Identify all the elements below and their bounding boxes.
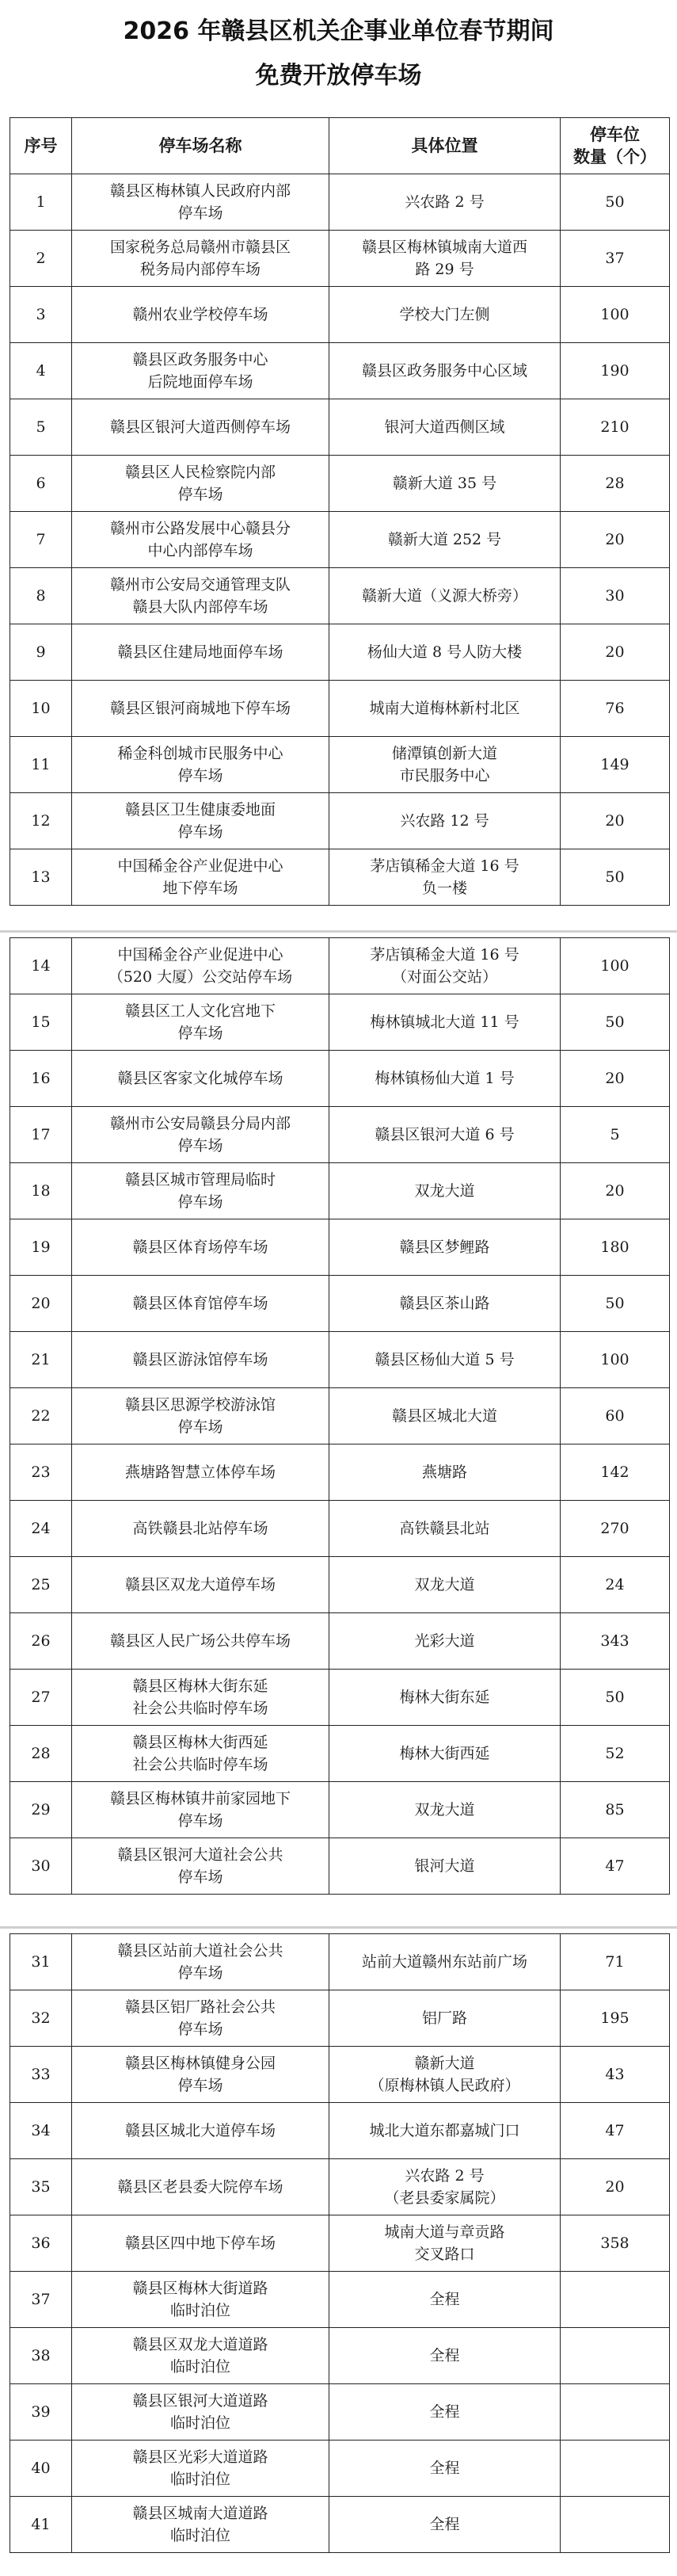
- parking-location: 全程: [329, 2497, 561, 2553]
- row-number: 39: [10, 2384, 72, 2441]
- parking-spaces: 149: [561, 737, 670, 793]
- parking-name: 中国稀金谷产业促进中心 （520 大厦）公交站停车场: [72, 938, 329, 994]
- table-row: [10, 1990, 670, 2047]
- parking-location: 高铁赣县北站: [329, 1501, 561, 1557]
- parking-location: 梅林大街东延: [329, 1670, 561, 1726]
- row-number: 5: [10, 399, 72, 456]
- parking-location: 兴农路 2 号: [329, 174, 561, 231]
- row-number: 4: [10, 343, 72, 399]
- header-no: 序号: [10, 118, 72, 174]
- parking-name: 赣县区铝厂路社会公共 停车场: [72, 1990, 329, 2047]
- row-number: 21: [10, 1332, 72, 1388]
- parking-location: 全程: [329, 2272, 561, 2328]
- table-row: [10, 938, 670, 994]
- table-row: [10, 2159, 670, 2215]
- parking-name: 赣县区客家文化城停车场: [72, 1051, 329, 1107]
- parking-spaces: 20: [561, 1051, 670, 1107]
- parking-location: 赣县区城北大道: [329, 1388, 561, 1444]
- parking-location: 茅店镇稀金大道 16 号 （对面公交站）: [329, 938, 561, 994]
- table-row: [10, 624, 670, 681]
- table-row: [10, 793, 670, 849]
- parking-name: 赣县区老县委大院停车场: [72, 2159, 329, 2215]
- parking-name: 赣县区银河商城地下停车场: [72, 681, 329, 737]
- parking-name: 赣县区城南大道道路 临时泊位: [72, 2497, 329, 2553]
- parking-spaces: 20: [561, 793, 670, 849]
- parking-name: 赣县区城北大道停车场: [72, 2103, 329, 2159]
- parking-spaces: 142: [561, 1444, 670, 1501]
- parking-spaces: 43: [561, 2047, 670, 2103]
- parking-spaces: [561, 2497, 670, 2553]
- row-number: 3: [10, 287, 72, 343]
- parking-spaces: 100: [561, 938, 670, 994]
- table-row: [10, 1051, 670, 1107]
- parking-location: 双龙大道: [329, 1557, 561, 1613]
- parking-name: 赣县区梅林镇人民政府内部 停车场: [72, 174, 329, 231]
- parking-spaces: 180: [561, 1219, 670, 1276]
- table-row: [10, 2272, 670, 2328]
- parking-spaces: 195: [561, 1990, 670, 2047]
- page-title: 2026 年赣县区机关企事业单位春节期间: [123, 17, 554, 45]
- parking-spaces: 71: [561, 1934, 670, 1990]
- row-number: 20: [10, 1276, 72, 1332]
- table-row: [10, 2328, 670, 2384]
- parking-name: 中国稀金谷产业促进中心 地下停车场: [72, 849, 329, 906]
- parking-table-page-3: [10, 1933, 670, 2553]
- parking-spaces: 5: [561, 1107, 670, 1163]
- parking-location: 光彩大道: [329, 1613, 561, 1670]
- parking-location: 城北大道东都嘉城门口: [329, 2103, 561, 2159]
- parking-location: 赣县区银河大道 6 号: [329, 1107, 561, 1163]
- row-number: 26: [10, 1613, 72, 1670]
- table-row: [10, 1332, 670, 1388]
- parking-spaces: [561, 2328, 670, 2384]
- parking-spaces: 37: [561, 231, 670, 287]
- parking-name: 赣州市公路发展中心赣县分 中心内部停车场: [72, 512, 329, 568]
- parking-name: 赣县区城市管理局临时 停车场: [72, 1163, 329, 1219]
- row-number: 36: [10, 2215, 72, 2272]
- row-number: 27: [10, 1670, 72, 1726]
- row-number: 14: [10, 938, 72, 994]
- page-subtitle: 免费开放停车场: [255, 62, 422, 90]
- row-number: 17: [10, 1107, 72, 1163]
- row-number: 41: [10, 2497, 72, 2553]
- parking-name: 赣县区银河大道西侧停车场: [72, 399, 329, 456]
- parking-name: 赣州市公安局交通管理支队 赣县大队内部停车场: [72, 568, 329, 624]
- parking-location: 梅林镇杨仙大道 1 号: [329, 1051, 561, 1107]
- parking-location: 梅林大街西延: [329, 1726, 561, 1782]
- parking-location: 铝厂路: [329, 1990, 561, 2047]
- row-number: 33: [10, 2047, 72, 2103]
- parking-spaces: [561, 2384, 670, 2441]
- parking-location: 全程: [329, 2384, 561, 2441]
- parking-location: 赣新大道（义源大桥旁）: [329, 568, 561, 624]
- parking-name: 赣县区梅林镇健身公园 停车场: [72, 2047, 329, 2103]
- row-number: 32: [10, 1990, 72, 2047]
- parking-name: 稀金科创城市民服务中心 停车场: [72, 737, 329, 793]
- parking-name: 赣县区四中地下停车场: [72, 2215, 329, 2272]
- parking-spaces: 30: [561, 568, 670, 624]
- table-row: [10, 231, 670, 287]
- page-divider: [0, 930, 677, 933]
- parking-name: 赣县区双龙大道停车场: [72, 1557, 329, 1613]
- parking-name: 赣县区梅林大街西延 社会公共临时停车场: [72, 1726, 329, 1782]
- parking-name: 赣县区思源学校游泳馆 停车场: [72, 1388, 329, 1444]
- header-name: 停车场名称: [72, 118, 329, 174]
- parking-location: 银河大道: [329, 1838, 561, 1895]
- parking-spaces: [561, 2272, 670, 2328]
- parking-name: 赣县区站前大道社会公共 停车场: [72, 1934, 329, 1990]
- parking-location: 赣县区杨仙大道 5 号: [329, 1332, 561, 1388]
- table-row: [10, 568, 670, 624]
- parking-location: 杨仙大道 8 号人防大楼: [329, 624, 561, 681]
- row-number: 11: [10, 737, 72, 793]
- parking-location: 全程: [329, 2441, 561, 2497]
- parking-location: 双龙大道: [329, 1782, 561, 1838]
- parking-name: 赣县区双龙大道道路 临时泊位: [72, 2328, 329, 2384]
- row-number: 35: [10, 2159, 72, 2215]
- row-number: 18: [10, 1163, 72, 1219]
- table-row: [10, 737, 670, 793]
- page-divider: [0, 1926, 677, 1929]
- parking-table-page-1: [10, 117, 670, 906]
- table-row: [10, 174, 670, 231]
- row-number: 23: [10, 1444, 72, 1501]
- row-number: 19: [10, 1219, 72, 1276]
- table-row: [10, 849, 670, 906]
- row-number: 1: [10, 174, 72, 231]
- parking-location: 赣县区梅林镇城南大道西 路 29 号: [329, 231, 561, 287]
- table-row: [10, 2384, 670, 2441]
- parking-spaces: 50: [561, 849, 670, 906]
- row-number: 40: [10, 2441, 72, 2497]
- table-row: [10, 1163, 670, 1219]
- row-number: 16: [10, 1051, 72, 1107]
- parking-spaces: 50: [561, 174, 670, 231]
- parking-location: 赣县区政务服务中心区域: [329, 343, 561, 399]
- row-number: 22: [10, 1388, 72, 1444]
- parking-location: 城南大道与章贡路 交叉路口: [329, 2215, 561, 2272]
- header-location: 具体位置: [329, 118, 561, 174]
- row-number: 25: [10, 1557, 72, 1613]
- parking-name: 赣县区游泳馆停车场: [72, 1332, 329, 1388]
- table-row: [10, 1107, 670, 1163]
- parking-spaces: 20: [561, 512, 670, 568]
- parking-spaces: 20: [561, 1163, 670, 1219]
- parking-location: 城南大道梅林新村北区: [329, 681, 561, 737]
- parking-name: 赣县区住建局地面停车场: [72, 624, 329, 681]
- parking-name: 赣县区银河大道道路 临时泊位: [72, 2384, 329, 2441]
- parking-name: 赣县区人民检察院内部 停车场: [72, 456, 329, 512]
- row-number: 10: [10, 681, 72, 737]
- parking-name: 赣县区梅林镇井前家园地下 停车场: [72, 1782, 329, 1838]
- parking-location: 赣新大道 （原梅林镇人民政府）: [329, 2047, 561, 2103]
- parking-name: 赣县区工人文化宫地下 停车场: [72, 994, 329, 1051]
- row-number: 29: [10, 1782, 72, 1838]
- table-row: [10, 1501, 670, 1557]
- parking-spaces: 28: [561, 456, 670, 512]
- parking-spaces: 50: [561, 1276, 670, 1332]
- table-row: [10, 2441, 670, 2497]
- parking-table-page-2: [10, 937, 670, 1895]
- table-row: [10, 2103, 670, 2159]
- table-row: [10, 1726, 670, 1782]
- parking-name: 赣县区人民广场公共停车场: [72, 1613, 329, 1670]
- parking-location: 梅林镇城北大道 11 号: [329, 994, 561, 1051]
- parking-location: 赣新大道 35 号: [329, 456, 561, 512]
- table-row: [10, 1670, 670, 1726]
- parking-spaces: 100: [561, 287, 670, 343]
- table-row: [10, 343, 670, 399]
- row-number: 24: [10, 1501, 72, 1557]
- parking-spaces: 190: [561, 343, 670, 399]
- table-row: [10, 994, 670, 1051]
- parking-spaces: 20: [561, 624, 670, 681]
- parking-location: 全程: [329, 2328, 561, 2384]
- parking-location: 学校大门左侧: [329, 287, 561, 343]
- parking-name: 赣州市公安局赣县分局内部 停车场: [72, 1107, 329, 1163]
- parking-spaces: 52: [561, 1726, 670, 1782]
- table-row: [10, 1838, 670, 1895]
- header-spaces: 停车位 数量（个）: [561, 118, 670, 174]
- table-row: [10, 1782, 670, 1838]
- parking-spaces: 50: [561, 1670, 670, 1726]
- parking-name: 赣县区体育场停车场: [72, 1219, 329, 1276]
- parking-spaces: 47: [561, 2103, 670, 2159]
- parking-spaces: 270: [561, 1501, 670, 1557]
- table-row: [10, 399, 670, 456]
- row-number: 38: [10, 2328, 72, 2384]
- parking-name: 赣县区卫生健康委地面 停车场: [72, 793, 329, 849]
- parking-location: 储潭镇创新大道 市民服务中心: [329, 737, 561, 793]
- parking-spaces: 20: [561, 2159, 670, 2215]
- table-row: [10, 1934, 670, 1990]
- parking-location: 站前大道赣州东站前广场: [329, 1934, 561, 1990]
- table-row: [10, 681, 670, 737]
- parking-name: 赣县区梅林大街东延 社会公共临时停车场: [72, 1670, 329, 1726]
- parking-spaces: 76: [561, 681, 670, 737]
- parking-location: 赣县区茶山路: [329, 1276, 561, 1332]
- table-header-row: [10, 118, 670, 174]
- parking-name: 赣州农业学校停车场: [72, 287, 329, 343]
- parking-location: 兴农路 12 号: [329, 793, 561, 849]
- parking-spaces: 343: [561, 1613, 670, 1670]
- table-row: [10, 1276, 670, 1332]
- table-row: [10, 1444, 670, 1501]
- parking-name: 赣县区银河大道社会公共 停车场: [72, 1838, 329, 1895]
- table-row: [10, 1219, 670, 1276]
- table-row: [10, 512, 670, 568]
- parking-name: 赣县区体育馆停车场: [72, 1276, 329, 1332]
- row-number: 8: [10, 568, 72, 624]
- row-number: 6: [10, 456, 72, 512]
- parking-location: 双龙大道: [329, 1163, 561, 1219]
- parking-spaces: 358: [561, 2215, 670, 2272]
- parking-location: 兴农路 2 号 （老县委家属院）: [329, 2159, 561, 2215]
- row-number: 9: [10, 624, 72, 681]
- table-row: [10, 456, 670, 512]
- table-row: [10, 2047, 670, 2103]
- parking-location: 赣新大道 252 号: [329, 512, 561, 568]
- parking-spaces: 47: [561, 1838, 670, 1895]
- table-row: [10, 2215, 670, 2272]
- parking-name: 国家税务总局赣州市赣县区 税务局内部停车场: [72, 231, 329, 287]
- parking-location: 银河大道西侧区域: [329, 399, 561, 456]
- row-number: 28: [10, 1726, 72, 1782]
- row-number: 7: [10, 512, 72, 568]
- parking-spaces: 24: [561, 1557, 670, 1613]
- table-row: [10, 1557, 670, 1613]
- row-number: 30: [10, 1838, 72, 1895]
- parking-spaces: 85: [561, 1782, 670, 1838]
- row-number: 13: [10, 849, 72, 906]
- parking-name: 赣县区梅林大街道路 临时泊位: [72, 2272, 329, 2328]
- parking-spaces: 60: [561, 1388, 670, 1444]
- row-number: 2: [10, 231, 72, 287]
- table-row: [10, 1613, 670, 1670]
- row-number: 12: [10, 793, 72, 849]
- table-row: [10, 2497, 670, 2553]
- parking-name: 赣县区政务服务中心 后院地面停车场: [72, 343, 329, 399]
- parking-name: 燕塘路智慧立体停车场: [72, 1444, 329, 1501]
- parking-spaces: 210: [561, 399, 670, 456]
- parking-name: 赣县区光彩大道道路 临时泊位: [72, 2441, 329, 2497]
- row-number: 37: [10, 2272, 72, 2328]
- row-number: 15: [10, 994, 72, 1051]
- parking-location: 茅店镇稀金大道 16 号 负一楼: [329, 849, 561, 906]
- parking-spaces: 50: [561, 994, 670, 1051]
- parking-spaces: [561, 2441, 670, 2497]
- table-row: [10, 287, 670, 343]
- table-row: [10, 1388, 670, 1444]
- row-number: 31: [10, 1934, 72, 1990]
- row-number: 34: [10, 2103, 72, 2159]
- parking-spaces: 100: [561, 1332, 670, 1388]
- parking-location: 赣县区梦鲤路: [329, 1219, 561, 1276]
- parking-location: 燕塘路: [329, 1444, 561, 1501]
- parking-name: 高铁赣县北站停车场: [72, 1501, 329, 1557]
